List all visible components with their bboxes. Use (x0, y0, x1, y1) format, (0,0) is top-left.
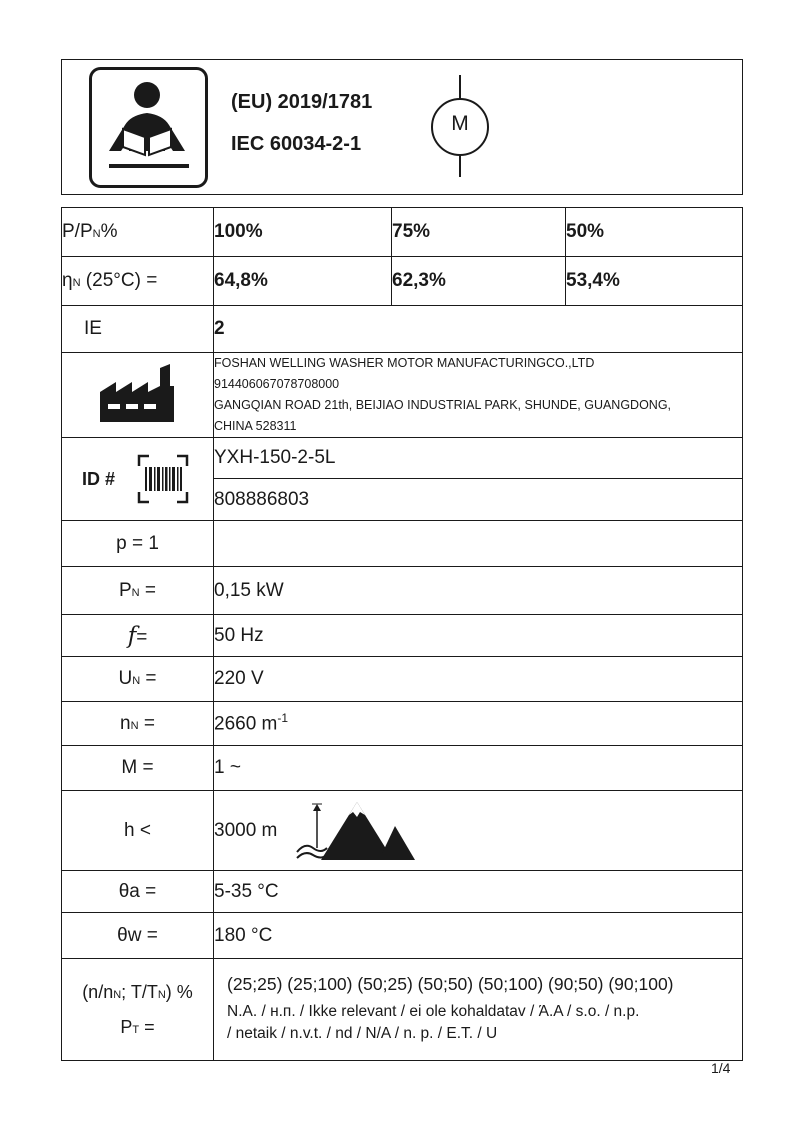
read-manual-icon (89, 67, 209, 189)
power-row (62, 567, 743, 615)
load-75: 75% (392, 208, 566, 257)
voltage-label: UN = (62, 657, 214, 702)
loss-row (62, 959, 743, 1061)
voltage-row (62, 657, 743, 702)
power-label: PN = (62, 567, 214, 615)
not-applicable-line-1: N.A. / н.п. / Ikke relevant / ei ole kohaldatav / Ά.Α / s.o. / n.p. (227, 1003, 640, 1020)
frequency-label: f= (62, 615, 214, 657)
efficiency-row (62, 257, 743, 306)
spec-table (61, 207, 743, 1061)
frequency-row (62, 615, 743, 657)
model-number: YXH-150-2-5L (214, 438, 743, 479)
manufacturer-name: FOSHAN WELLING WASHER MOTOR MANUFACTURINGCO.,LTD (214, 356, 595, 370)
id-label-cell (62, 438, 214, 521)
ie-label: IE (62, 306, 214, 353)
barcode-icon (137, 454, 189, 504)
motor-symbol-letter: M (451, 112, 469, 135)
regulation-text: (EU) 2019/1781 (231, 91, 373, 113)
loss-label-cell (62, 959, 214, 1061)
altitude-value: 3000 m (214, 819, 278, 841)
poles-row (62, 521, 743, 567)
loss-values-cell (214, 959, 743, 1061)
ambient-temp-row (62, 871, 743, 913)
winding-temp-value: 180 °C (214, 913, 743, 959)
altitude-row (62, 791, 743, 871)
speed-label: nN = (62, 702, 214, 746)
not-applicable-line-2: / netaik / n.v.t. / nd / N/A / n. p. / E.T. / U (227, 1025, 498, 1042)
power-loss-label: PT = (120, 1016, 155, 1037)
speed-value: 2660 $m^{-1}$ (214, 702, 743, 746)
altitude-mountain-icon (295, 798, 419, 864)
efficiency-100: 64,8% (214, 257, 392, 306)
winding-temp-label: θw = (62, 913, 214, 959)
ie-row (62, 306, 743, 353)
load-50: 50% (566, 208, 743, 257)
frequency-value: 50 Hz (214, 615, 743, 657)
operating-points-label: (n/nN; T/TN) % (82, 981, 193, 1002)
factory-icon-cell (62, 353, 214, 438)
poles-value-empty (214, 521, 743, 567)
load-100: 100% (214, 208, 392, 257)
manufacturer-address-2: CHINA 528311 (214, 419, 297, 433)
manufacturer-address-1: GANGQIAN ROAD 21th, BEIJIAO INDUSTRIAL PARK, SHUNDE, GUANGDONG, (214, 398, 672, 412)
manufacturer-info (214, 353, 743, 438)
altitude-label: h < (62, 791, 214, 871)
standard-text: IEC 60034-2-1 (231, 133, 362, 155)
altitude-cell (214, 791, 743, 871)
phase-value: 1 ~ (214, 746, 743, 791)
efficiency-75: 62,3% (392, 257, 566, 306)
id-row-model (62, 438, 743, 479)
load-label: P/PN% (62, 208, 214, 257)
efficiency-label: ηN (25°C) = (62, 257, 214, 306)
page-number: 1/4 (711, 1060, 731, 1076)
poles-label: p = 1 (62, 521, 214, 567)
id-number: 808886803 (214, 479, 743, 521)
power-value: 0,15 kW (214, 567, 743, 615)
phase-row (62, 746, 743, 791)
efficiency-50: 53,4% (566, 257, 743, 306)
speed-row (62, 702, 743, 746)
operating-points: (25;25) (25;100) (50;25) (50;50) (50;100) (90;50) (90;100) (227, 974, 674, 994)
winding-temp-row (62, 913, 743, 959)
manufacturer-code: 914406067078708000 (214, 377, 340, 391)
factory-icon (98, 362, 178, 424)
ambient-temp-label: θa = (62, 871, 214, 913)
manufacturer-row (62, 353, 743, 438)
voltage-value: 220 V (214, 657, 743, 702)
ambient-temp-value: 5-35 °C (214, 871, 743, 913)
load-row (62, 208, 743, 257)
phase-label: M = (62, 746, 214, 791)
id-label: ID # (82, 468, 116, 489)
ie-value: 2 (214, 306, 743, 353)
